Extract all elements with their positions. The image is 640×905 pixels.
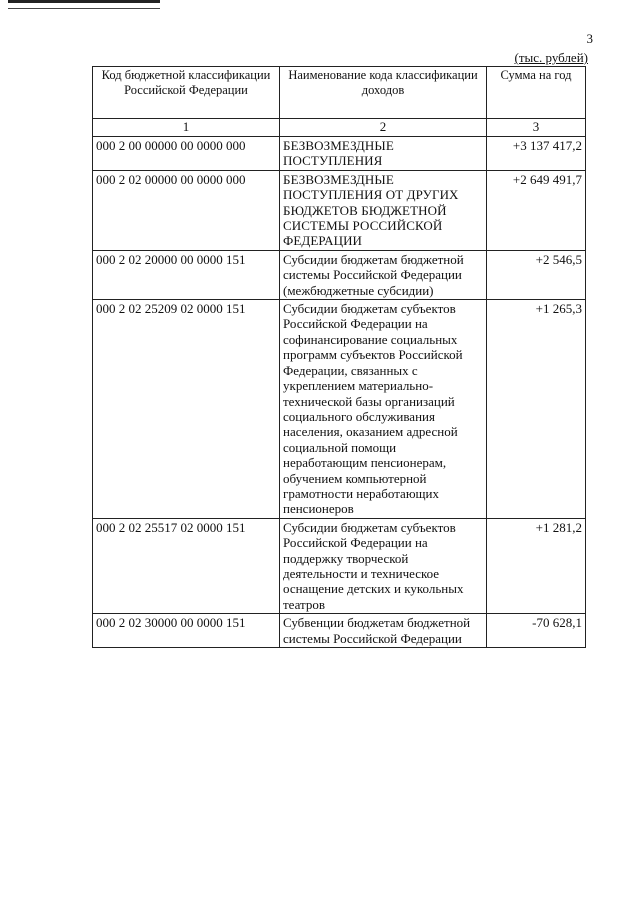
row-code: 000 2 02 25209 02 0000 151 [93, 300, 280, 519]
column-number-2: 2 [280, 119, 487, 137]
column-number-row [93, 119, 586, 137]
row-amount: +1 281,2 [487, 518, 586, 613]
units-label: (тыс. рублей) [514, 50, 588, 65]
row-name: Субсидии бюджетам бюджетной системы Российской Федерации (межбюджетные субсидии) [280, 250, 487, 299]
row-code: 000 2 02 25517 02 0000 151 [93, 518, 280, 613]
column-number-3: 3 [487, 119, 586, 137]
header-code: Код бюджетной классификации Российской Федерации [93, 67, 280, 119]
header-sum: Сумма на год [487, 67, 586, 119]
row-amount: +2 649 491,7 [487, 170, 586, 250]
top-rule [8, 0, 160, 3]
page-number: 3 [586, 31, 593, 46]
row-code: 000 2 02 00000 00 0000 000 [93, 170, 280, 250]
top-rule-thin [8, 8, 160, 9]
row-code: 000 2 00 00000 00 0000 000 [93, 137, 280, 171]
row-amount: +1 265,3 [487, 300, 586, 519]
row-name: БЕЗВОЗМЕЗДНЫЕ ПОСТУПЛЕНИЯ ОТ ДРУГИХ БЮДЖЕТОВ БЮДЖЕТНОЙ СИСТЕМЫ РОССИЙСКОЙ ФЕДЕРАЦИИ [280, 170, 487, 250]
row-amount: +3 137 417,2 [487, 137, 586, 171]
table-row [93, 300, 586, 519]
table-row [93, 137, 586, 171]
table-row [93, 170, 586, 250]
row-name: БЕЗВОЗМЕЗДНЫЕ ПОСТУПЛЕНИЯ [280, 137, 487, 171]
row-amount: -70 628,1 [487, 614, 586, 648]
row-name: Субсидии бюджетам субъектов Российской Федерации на поддержку творческой деятельности и техническое оснащение детских и кукольных театров [280, 518, 487, 613]
row-name: Субвенции бюджетам бюджетной системы Российской Федерации [280, 614, 487, 648]
table-row [93, 518, 586, 613]
header-name: Наименование кода классификации доходов [280, 67, 487, 119]
column-number-1: 1 [93, 119, 280, 137]
header-row [93, 67, 586, 119]
table-row [93, 614, 586, 648]
row-code: 000 2 02 30000 00 0000 151 [93, 614, 280, 648]
row-code: 000 2 02 20000 00 0000 151 [93, 250, 280, 299]
row-name: Субсидии бюджетам субъектов Российской Федерации на софинансирование социальных программ субъектов Российской Федерации, связанных с укреплением материально-технической базы организаций социального обслуживания населения, оказанием адресной социальной помощи неработающим пенсионерам, обучением компьютерной грамотности неработающих пенсионеров [280, 300, 487, 519]
budget-table [92, 66, 586, 648]
table-row [93, 250, 586, 299]
row-amount: +2 546,5 [487, 250, 586, 299]
